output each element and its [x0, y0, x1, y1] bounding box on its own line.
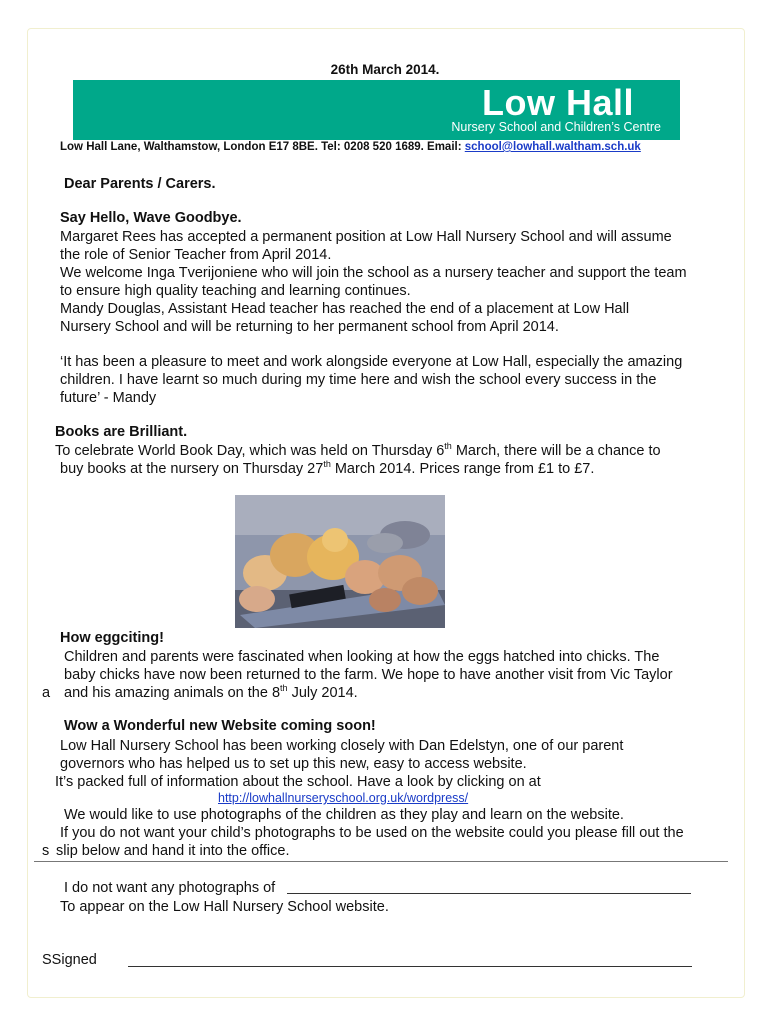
- text-line: future’ - Mandy: [60, 390, 157, 406]
- website-line-4: We would like to use photographs of the children as they play and learn on the website.: [64, 807, 624, 823]
- ordinal-suffix: th: [280, 683, 288, 694]
- heading-books: Books are Brilliant.: [55, 424, 188, 440]
- signed-label: SSigned: [42, 952, 97, 968]
- email-link[interactable]: school@lowhall.waltham.sch.uk: [464, 141, 641, 153]
- heading-say-hello: Say Hello, Wave Goodbye.: [60, 210, 242, 226]
- mandy-quote: [60, 353, 682, 407]
- eggs-text: July 2014.: [287, 685, 358, 701]
- chicks-hatching-photo: [235, 495, 445, 628]
- text-line: Mandy Douglas, Assistant Head teacher has reached the end of a placement at Low Hall: [60, 301, 630, 317]
- text-line: We welcome Inga Tverijoniene who will join the school as a nursery teacher and support the team: [60, 265, 687, 281]
- school-subtitle-logo: Nursery School and Children’s Centre: [451, 120, 661, 134]
- letter-date: 26th March 2014.: [330, 62, 440, 77]
- slip-line-2: To appear on the Low Hall Nursery School website.: [60, 899, 389, 915]
- hello-paragraph: [60, 228, 687, 336]
- heading-eggs: How eggciting!: [60, 630, 164, 646]
- school-name-logo: Low Hall: [481, 82, 634, 123]
- tear-off-divider: [34, 861, 728, 862]
- signature-blank[interactable]: [128, 966, 692, 967]
- school-banner: [73, 80, 680, 140]
- heading-website: Wow a Wonderful new Website coming soon!: [64, 718, 376, 734]
- text-line: the role of Senior Teacher from April 2014.: [60, 247, 332, 263]
- ordinal-suffix: th: [444, 441, 452, 452]
- books-text: To celebrate World Book Day, which was held on Thursday 6: [55, 443, 445, 459]
- text-line: children. I have learnt so much during my time here and wish the school every success in the: [60, 372, 657, 388]
- text-line: ‘It has been a pleasure to meet and work alongside everyone at Low Hall, especially the amazing: [60, 354, 683, 370]
- greeting: Dear Parents / Carers.: [64, 176, 216, 192]
- eggs-line-1: Children and parents were fascinated when looking at how the eggs hatched into chicks. The: [64, 649, 660, 665]
- text-line: Margaret Rees has accepted a permanent position at Low Hall Nursery School and will assume: [60, 229, 672, 245]
- website-line-5: If you do not want your child’s photographs to be used on the website could you please fill out the: [60, 825, 684, 841]
- eggs-text: and his amazing animals on the 8: [64, 685, 281, 701]
- website-line-3: It’s packed full of information about the school. Have a look by clicking on at: [55, 774, 541, 790]
- website-link[interactable]: http://lowhallnurseryschool.org.uk/wordpress/: [218, 791, 469, 805]
- books-line-2: [60, 460, 594, 478]
- ordinal-suffix: th: [323, 459, 331, 470]
- slip-line-1: I do not want any photographs of: [64, 880, 276, 896]
- eggs-line-3-prefix: a: [42, 685, 51, 701]
- books-text: March 2014. Prices range from £1 to £7.: [330, 461, 595, 477]
- text-line: to ensure high quality teaching and learning continues.: [60, 283, 411, 299]
- website-line-6: slip below and hand it into the office.: [56, 843, 290, 859]
- photographs-name-blank[interactable]: [287, 893, 691, 894]
- website-line-6-prefix: s: [42, 843, 50, 859]
- website-line-1: Low Hall Nursery School has been working closely with Dan Edelstyn, one of our parent: [60, 738, 624, 754]
- books-line-1: [55, 442, 661, 460]
- eggs-line-2: baby chicks have now been returned to the farm. We hope to have another visit from Vic Taylor: [64, 667, 673, 683]
- books-text: buy books at the nursery on Thursday 27: [60, 461, 324, 477]
- text-line: Nursery School and will be returning to her permanent school from April 2014.: [60, 319, 559, 335]
- website-line-2: governors who has helped us to set up this new, easy to access website.: [60, 756, 527, 772]
- school-address: [60, 141, 641, 153]
- address-text: Low Hall Lane, Walthamstow, London E17 8BE. Tel: 0208 520 1689. Email:: [60, 141, 465, 153]
- eggs-line-3: [64, 684, 358, 702]
- books-text: March, there will be a chance to: [451, 443, 661, 459]
